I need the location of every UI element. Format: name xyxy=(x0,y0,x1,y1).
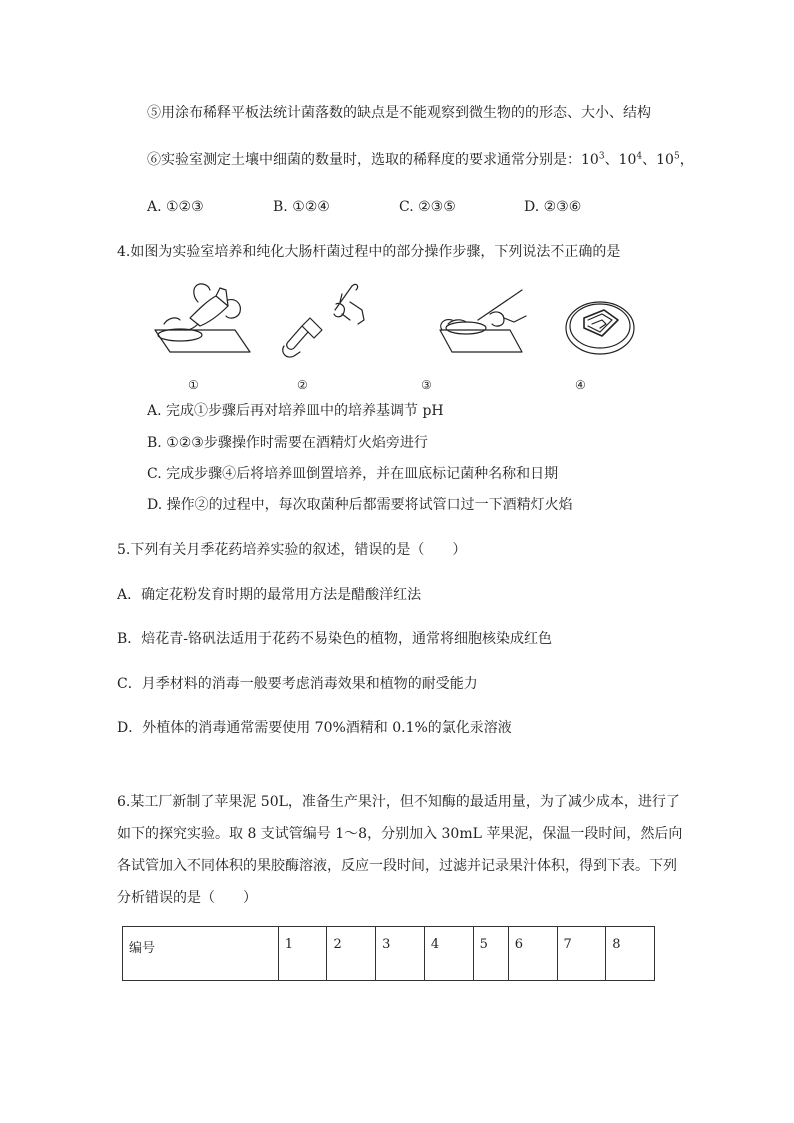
exponent: 4 xyxy=(636,151,643,162)
q4-option-c: C. 完成步骤④后将培养皿倒置培养，并在皿底标记菌种名称和日期 xyxy=(147,466,559,482)
q3-statement-5: ⑤用涂布稀释平板法统计菌落数的缺点是不能观察到微生物的的形态、大小、结构 xyxy=(147,105,651,121)
lab-procedure-figure xyxy=(150,280,650,375)
table-cell: 2 xyxy=(327,927,376,981)
exponent: 3 xyxy=(598,151,605,162)
q3-option-c: C. ②③⑤ xyxy=(399,199,456,215)
q6-stem-line-2: 如下的探究实验。取 8 支试管编号 1～8，分别加入 30mL 苹果泥，保温一段时间，然后向 xyxy=(117,826,683,842)
q6-data-table xyxy=(122,926,655,981)
table-cell: 8 xyxy=(606,927,655,981)
pouring-plate-illustration xyxy=(155,284,250,352)
q5-stem: 5.下列有关月季花药培养实验的叙述，错误的是（ ） xyxy=(117,542,467,558)
table-cell: 1 xyxy=(278,927,327,981)
table-cell: 4 xyxy=(424,927,473,981)
q6-stem-line-3: 各试管加入不同体积的果胶酶溶液，反应一段时间，过滤并记录果汁体积，得到下表。下列 xyxy=(117,858,677,874)
q3-option-a: A. ①②③ xyxy=(147,199,204,215)
exponent: 5 xyxy=(673,151,680,162)
table-cell: 7 xyxy=(557,927,606,981)
figure-label-2: ② xyxy=(297,378,308,392)
streaking-plate-illustration xyxy=(440,290,526,352)
test-tube-loop-illustration xyxy=(283,284,364,357)
table-header-cell: 编号 xyxy=(123,927,279,981)
figure-label-1: ① xyxy=(188,378,199,392)
figure-label-4: ④ xyxy=(575,378,586,392)
q4-option-b: B. ①②③步骤操作时需要在酒精灯火焰旁进行 xyxy=(147,435,428,451)
q3-statement-6-text: ⑥实验室测定土壤中细菌的数量时，选取的稀释度的要求通常分别是：10 xyxy=(147,152,599,168)
q5-option-b: B．焙花青-铬矾法适用于花药不易染色的植物，通常将细胞核染成红色 xyxy=(117,631,553,647)
q3-option-d: D. ②③⑥ xyxy=(524,199,582,215)
q5-option-a: A．确定花粉发育时期的最常用方法是醋酸洋红法 xyxy=(117,587,422,603)
q6-stem-line-1: 6.某工厂新制了苹果泥 50L，准备生产果汁，但不知酶的最适用量，为了减少成本，进行了 xyxy=(117,794,680,810)
table-cell: 6 xyxy=(508,927,557,981)
q5-option-c: C．月季材料的消毒一般要考虑消毒效果和植物的耐受能力 xyxy=(117,676,478,692)
figure-label-3: ③ xyxy=(421,378,432,392)
table-row xyxy=(123,927,655,981)
petri-dish-illustration xyxy=(566,302,634,354)
q4-option-d: D. 操作②的过程中，每次取菌种后都需要将试管口过一下酒精灯火焰 xyxy=(147,497,573,513)
q3-statement-6-sep: 、10 xyxy=(642,152,674,168)
q4-stem: 4.如图为实验室培养和纯化大肠杆菌过程中的部分操作步骤，下列说法不正确的是 xyxy=(117,244,621,260)
q6-stem-line-4: 分析错误的是（ ） xyxy=(117,890,257,906)
q3-option-b: B. ①②④ xyxy=(273,199,330,215)
q3-statement-6-end: ， xyxy=(679,152,694,168)
table-cell: 5 xyxy=(473,927,508,981)
q4-option-a: A. 完成①步骤后再对培养皿中的培养基调节 pH xyxy=(147,403,444,419)
q3-statement-6 xyxy=(147,151,694,169)
table-cell: 3 xyxy=(376,927,425,981)
q5-option-d: D．外植体的消毒通常需要使用 70%酒精和 0.1%的氯化汞溶液 xyxy=(117,720,512,736)
q3-statement-6-sep: 、10 xyxy=(604,152,637,168)
